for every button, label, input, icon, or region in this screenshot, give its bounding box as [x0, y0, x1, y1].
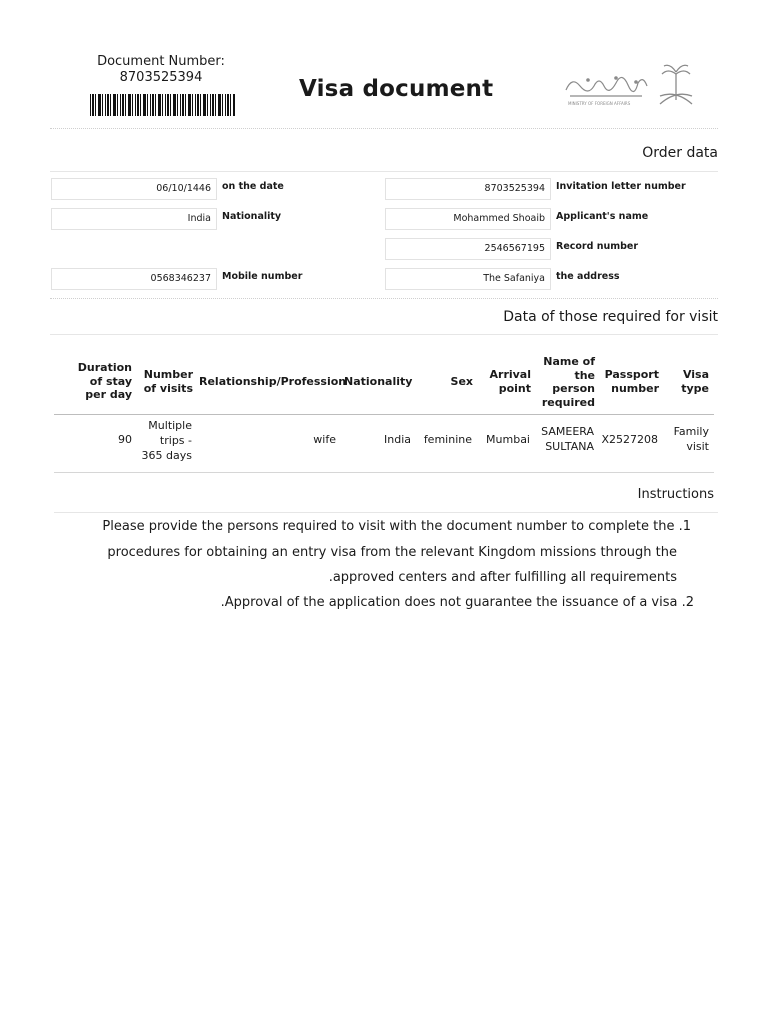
- instructions-divider: [54, 512, 718, 513]
- date-field: 06/10/1446: [51, 178, 217, 200]
- invitation-field: 8703525394: [385, 178, 551, 200]
- cell-nationality: India: [384, 433, 411, 446]
- visit-data-title: Data of those required for visit: [503, 309, 718, 325]
- table-header-rule: [54, 414, 714, 415]
- table-row: [50, 418, 718, 468]
- cell-sex: feminine: [423, 433, 472, 446]
- header-nationality: Nationality: [344, 375, 413, 388]
- instruction-line-2: procedures for obtaining an entry visa from the relevant Kingdom missions through the: [107, 545, 677, 560]
- instruction-line-4: .Approval of the application does not guarantee the issuance of a visa .2: [220, 595, 694, 610]
- cell-arrival: Mumbai: [486, 433, 530, 446]
- address-label: the address: [556, 271, 620, 282]
- document-number-value: 8703525394: [119, 70, 203, 85]
- visit-data-divider: [50, 334, 718, 335]
- header-visa-type: Visa type: [681, 368, 709, 395]
- invitation-label: Invitation letter number: [556, 181, 686, 192]
- page-title: Visa document: [299, 76, 494, 102]
- header-duration: Duration of stay per day: [77, 361, 132, 401]
- table-bottom-rule: [54, 472, 714, 473]
- applicant-label: Applicant's name: [556, 211, 649, 222]
- svg-text:MINISTRY OF FOREIGN AFFAIRS: MINISTRY OF FOREIGN AFFAIRS: [568, 101, 631, 106]
- document-number-block: [80, 54, 242, 86]
- ministry-emblem-logo: [558, 60, 703, 112]
- nationality-label: Nationality: [222, 211, 282, 222]
- address-field: The Safaniya: [385, 268, 551, 290]
- cell-name: SAMEERA SULTANA: [541, 425, 594, 453]
- record-label: Record number: [556, 241, 639, 252]
- header-divider: [50, 128, 718, 129]
- cell-visa-type: Family visit: [673, 425, 709, 453]
- document-number-label: Document Number:: [97, 54, 225, 69]
- applicant-field: Mohammed Shoaib: [385, 208, 551, 230]
- header-arrival: Arrival point: [489, 368, 531, 395]
- cell-duration: 90: [118, 433, 132, 446]
- header-relationship: Relationship/Profession: [199, 375, 347, 388]
- header-sex: Sex: [450, 375, 473, 388]
- instruction-line-1: Please provide the persons required to visit with the document number to complete the .1: [102, 519, 691, 534]
- record-field: 2546567195: [385, 238, 551, 260]
- cell-passport: X2527208: [601, 433, 658, 446]
- header-name: Name of the person required: [541, 355, 595, 409]
- date-label: on the date: [222, 181, 284, 192]
- mobile-field: 0568346237: [51, 268, 217, 290]
- nationality-field: India: [51, 208, 217, 230]
- mobile-label: Mobile number: [222, 271, 303, 282]
- header-visits: Number of visits: [143, 368, 193, 395]
- order-data-divider: [50, 171, 718, 172]
- instructions-title: Instructions: [637, 487, 714, 502]
- order-data-title: Order data: [642, 145, 718, 161]
- barcode: [90, 94, 235, 116]
- instruction-line-3: .approved centers and after fulfilling all requirements: [328, 570, 677, 585]
- header-passport: Passport number: [604, 368, 659, 395]
- cell-relationship: wife: [313, 433, 336, 446]
- order-data-bottom-divider: [50, 298, 718, 299]
- cell-visits: Multiple trips - 365 days: [141, 419, 192, 462]
